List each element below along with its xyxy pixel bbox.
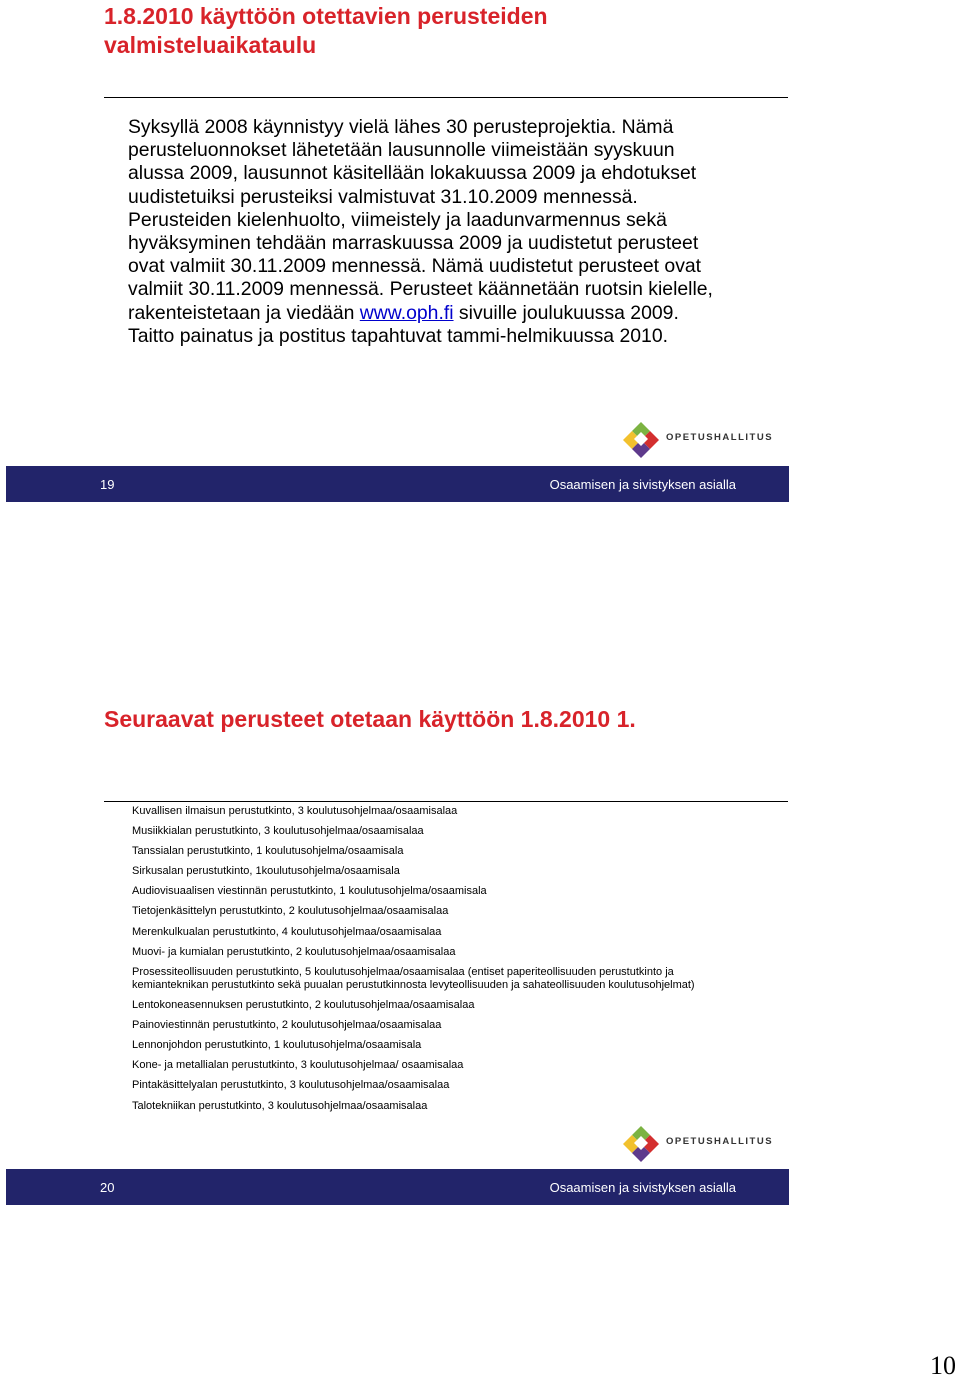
list-item: Prosessiteollisuuden perustutkinto, 5 koulutusohjelmaa/osaamisalaa (entiset paperiteollisuuden perustutkinto ja kemianteknikan perustutkinto sekä puualan perustutkinnosta levyteollisuuden ja sahateollisuuden koulutusohjelmat) <box>132 965 695 991</box>
list-item: Kuvallisen ilmaisun perustutkinto, 3 koulutusohjelmaa/osaamisalaa <box>132 805 458 817</box>
list-item: Pintakäsittelyalan perustutkinto, 3 koulutusohjelmaa/osaamisalaa <box>132 1079 450 1092</box>
qualification-list <box>132 805 752 1120</box>
oph-link[interactable]: www.oph.fi <box>359 301 454 324</box>
title-divider <box>104 97 788 98</box>
list-item: Lentokoneasennuksen perustutkinto, 2 koulutusohjelmaa/osaamisalaa <box>132 999 475 1012</box>
slide-number: 19 <box>100 477 115 492</box>
logo-text: OPETUSHALLITUS <box>666 1136 774 1147</box>
list-item: Audiovisuaalisen viestinnän perustutkinto, 1 koulutusohjelma/osaamisala <box>132 885 487 898</box>
list-item: Muovi- ja kumialan perustutkinto, 2 koulutusohjelmaa/osaamisalaa <box>132 945 456 958</box>
opetushallitus-logo <box>620 1122 780 1164</box>
page-number: 10 <box>930 1351 956 1380</box>
slide-body-text <box>128 116 728 348</box>
list-item: Painoviestinnän perustutkinto, 2 koulutusohjelmaa/osaamisalaa <box>132 1019 442 1032</box>
slide-title: 1.8.2010 käyttöön otettavien perusteiden valmisteluaikataulu <box>104 3 548 58</box>
slide-footer <box>6 1169 789 1205</box>
body-text-part: sivuille joulukuussa 2009. Taitto painatus ja postitus tapahtuvat tammi-helmikuussa 2010. <box>128 301 679 347</box>
footer-slogan: Osaamisen ja sivistyksen asialla <box>549 477 736 492</box>
slide-number: 20 <box>100 1180 115 1195</box>
list-item: Musiikkialan perustutkinto, 3 koulutusohjelmaa/osaamisalaa <box>132 825 424 838</box>
list-item: Tanssialan perustutkinto, 1 koulutusohjelma/osaamisala <box>132 845 404 858</box>
opetushallitus-logo <box>620 418 780 460</box>
footer-slogan: Osaamisen ja sivistyksen asialla <box>549 1180 736 1195</box>
list-item: Talotekniikan perustutkinto, 3 koulutusohjelmaa/osaamisalaa <box>132 1099 428 1112</box>
list-item: Tietojenkäsittelyn perustutkinto, 2 koulutusohjelmaa/osaamisalaa <box>132 905 449 918</box>
list-item: Lennonjohdon perustutkinto, 1 koulutusohjelma/osaamisala <box>132 1039 422 1052</box>
list-item: Sirkusalan perustutkinto, 1koulutusohjelma/osaamisala <box>132 865 400 878</box>
diamond-logo-icon <box>620 418 662 460</box>
slide-title: Seuraavat perusteet otetaan käyttöön 1.8.2010 1. <box>104 706 636 732</box>
slide-footer <box>6 466 789 502</box>
list-item: Merenkulkualan perustutkinto, 4 koulutusohjelmaa/osaamisalaa <box>132 925 442 938</box>
list-item: Kone- ja metallialan perustutkinto, 3 koulutusohjelmaa/ osaamisalaa <box>132 1059 464 1072</box>
title-divider <box>104 801 788 802</box>
logo-text: OPETUSHALLITUS <box>666 432 774 443</box>
body-text-part: Syksyllä 2008 käynnistyy vielä lähes 30 perusteprojektia. Nämä perusteluonnokset lähetetään lausunnolle viimeistään syyskuun alussa 2009, lausunnot käsitellään lokakuussa 2009 ja ehdotukset uudistetuiksi perusteiksi valmistuvat 31.10.2009 mennessä. Perusteiden kielenhuolto, viimeistely ja laadunvarmennus sekä hyväksyminen tehdään marraskuussa 2009 ja uudistetut perusteet ovat valmiit 30.11.2009 mennessä. Nämä uudistetut perusteet ovat valmiit 30.11.2009 mennessä. Perusteet käännetään ruotsin kielelle, rakenteistetaan ja viedään <box>128 116 713 324</box>
diamond-logo-icon <box>620 1122 662 1164</box>
